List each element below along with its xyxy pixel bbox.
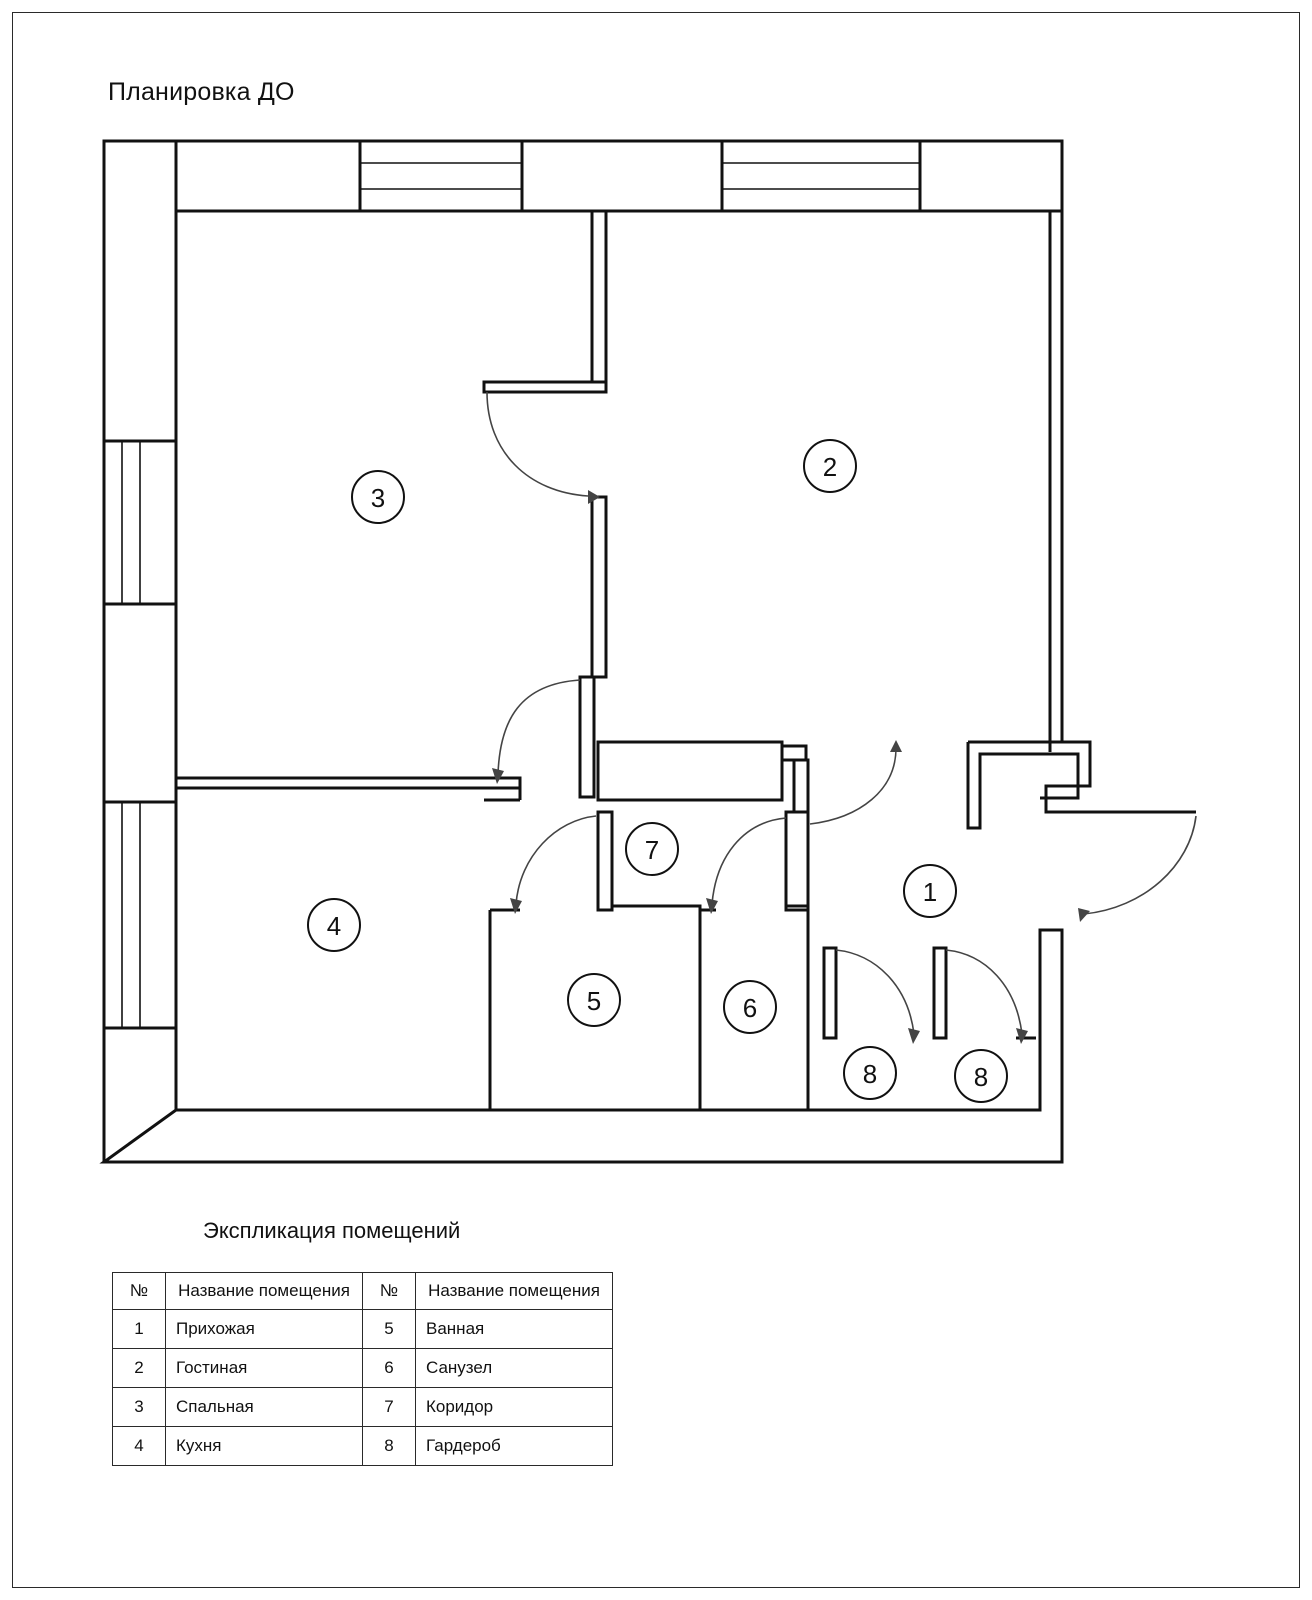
room-marker-label: 5 bbox=[586, 986, 602, 1016]
legend-header-row bbox=[113, 1273, 613, 1310]
legend-header-name-left: Название помещения bbox=[166, 1273, 363, 1310]
legend-cell-num-right: 8 bbox=[363, 1426, 416, 1465]
room-marker-label: 8 bbox=[973, 1062, 989, 1092]
legend-cell-name-right: Гардероб bbox=[416, 1426, 613, 1465]
room-marker-label: 7 bbox=[644, 835, 660, 865]
legend-cell-num-left: 2 bbox=[113, 1348, 166, 1387]
legend-cell-name-right: Ванная bbox=[416, 1309, 613, 1348]
room-marker-2 bbox=[804, 440, 856, 492]
page-title: Планировка ДО bbox=[108, 78, 295, 106]
legend-cell-num-right: 5 bbox=[363, 1309, 416, 1348]
room-marker-5 bbox=[568, 974, 620, 1026]
legend-cell-name-left: Кухня bbox=[166, 1426, 363, 1465]
room-marker-label: 8 bbox=[862, 1059, 878, 1089]
legend-row bbox=[113, 1387, 613, 1426]
room-marker-1 bbox=[904, 865, 956, 917]
legend-cell-name-right: Санузел bbox=[416, 1348, 613, 1387]
legend-header-num-right: № bbox=[363, 1273, 416, 1310]
legend-body bbox=[113, 1309, 613, 1465]
room-marker-3 bbox=[352, 471, 404, 523]
legend-row bbox=[113, 1348, 613, 1387]
legend-row bbox=[113, 1309, 613, 1348]
legend-title: Экспликация помещений bbox=[203, 1218, 461, 1243]
legend-cell-num-right: 7 bbox=[363, 1387, 416, 1426]
room-legend-table bbox=[112, 1272, 613, 1466]
room-marker-label: 1 bbox=[922, 877, 938, 907]
room-marker-6 bbox=[724, 981, 776, 1033]
legend-cell-name-left: Прихожая bbox=[166, 1309, 363, 1348]
room-marker-8a bbox=[844, 1047, 896, 1099]
room-marker-4 bbox=[308, 899, 360, 951]
legend-cell-name-left: Спальная bbox=[166, 1387, 363, 1426]
legend-cell-num-left: 3 bbox=[113, 1387, 166, 1426]
legend-header-num-left: № bbox=[113, 1273, 166, 1310]
room-marker-label: 2 bbox=[822, 452, 838, 482]
legend-row bbox=[113, 1426, 613, 1465]
legend-cell-name-left: Гостиная bbox=[166, 1348, 363, 1387]
room-marker-label: 3 bbox=[370, 483, 386, 513]
legend-cell-num-left: 1 bbox=[113, 1309, 166, 1348]
room-marker-8b bbox=[955, 1050, 1007, 1102]
legend-cell-name-right: Коридор bbox=[416, 1387, 613, 1426]
room-marker-7 bbox=[626, 823, 678, 875]
legend-header-name-right: Название помещения bbox=[416, 1273, 613, 1310]
legend-cell-num-right: 6 bbox=[363, 1348, 416, 1387]
room-marker-label: 6 bbox=[742, 993, 758, 1023]
room-marker-label: 4 bbox=[326, 911, 342, 941]
legend-cell-num-left: 4 bbox=[113, 1426, 166, 1465]
